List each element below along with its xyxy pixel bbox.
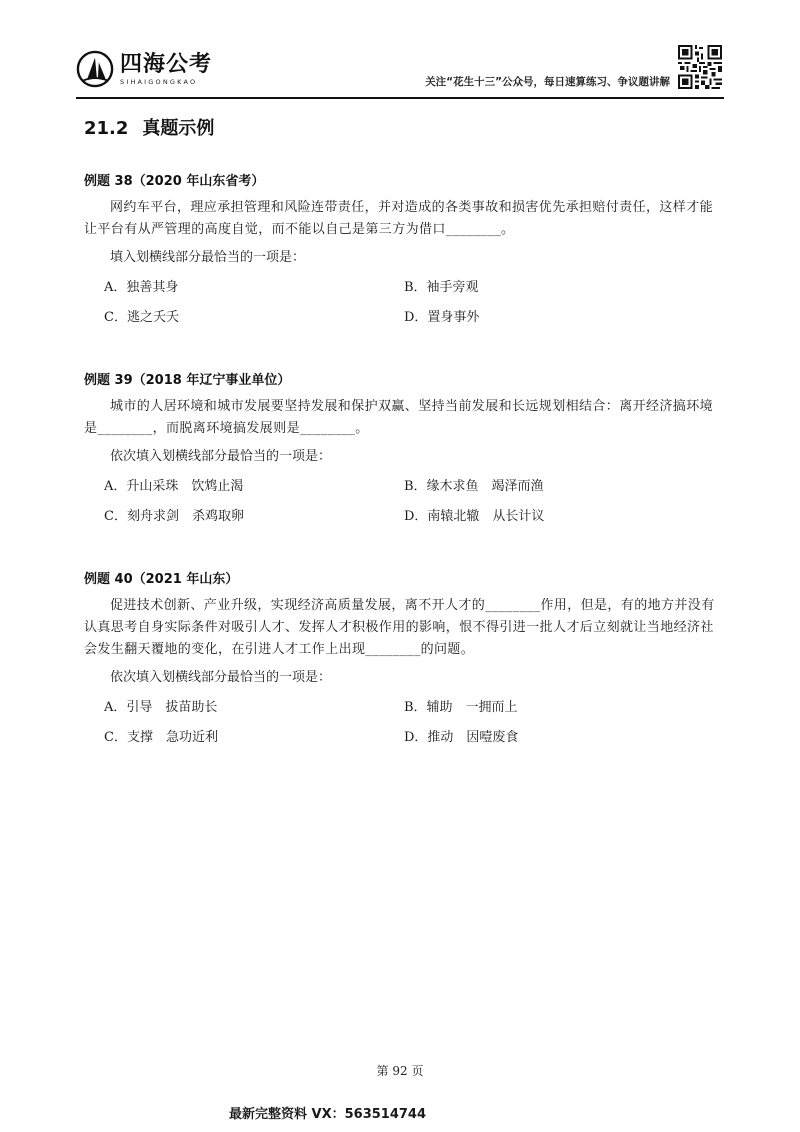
question-passage: 促进技术创新、产业升级，实现经济高质量发展，离不开人才的________作用，但是，有的地方并没有认真思考自身实际条件对吸引人才、发挥人才积极作用的影响，恨不得引进一批人才后立刻就让当地经济社会发生翻天覆地的变化，在引进人才工作上出现________的问题。 xyxy=(84,598,715,657)
option-a: A．独善其身 xyxy=(104,280,179,295)
question-prompt: 依次填入划横线部分最恰当的一项是： xyxy=(110,670,332,685)
option-a: A．升山采珠 饮鸩止渴 xyxy=(104,479,244,494)
footer-contact-note: 最新完整资料 VX：563514744 xyxy=(229,1107,427,1122)
option-d: D．推动 因噎废食 xyxy=(404,730,519,745)
question-passage: 网约车平台，理应承担管理和风险连带责任，并对造成的各类事故和损害优先承担赔付责任，这样才能让平台有从严管理的高度自觉，而不能以自己是第三方为借口________。 xyxy=(84,200,714,237)
example-question xyxy=(84,170,724,329)
option-c: C．逃之夭夭 xyxy=(104,310,179,325)
option-c: C．刻舟求剑 杀鸡取卵 xyxy=(104,509,244,524)
example-question xyxy=(84,369,724,528)
example-question xyxy=(84,568,724,749)
answer-options xyxy=(104,697,724,749)
header-slogan: 关注“花生十三”公众号，每日速算练习、争议题讲解 xyxy=(425,76,670,88)
page-number: 第 92 页 xyxy=(376,1064,424,1078)
question-passage: 城市的人居环境和城市发展要坚持发展和保护双赢、坚持当前发展和长远规划相结合：离开经济搞环境是________，而脱离环境搞发展则是________。 xyxy=(84,399,714,436)
example-title: 例题 38（2020 年山东省考） xyxy=(84,174,265,189)
sailboat-logo-icon xyxy=(76,50,114,88)
option-b: B．袖手旁观 xyxy=(404,280,479,295)
logo-chinese-text: 四海公考 xyxy=(120,51,213,77)
section-title-text: 真题示例 xyxy=(142,118,215,139)
header-divider xyxy=(76,97,724,99)
option-d: D．南辕北辙 从长计议 xyxy=(404,509,545,524)
page-header xyxy=(0,0,800,100)
document-body xyxy=(84,114,724,773)
option-a: A．引导 拔苗助长 xyxy=(104,700,218,715)
option-d: D．置身事外 xyxy=(404,310,480,325)
question-prompt: 填入划横线部分最恰当的一项是： xyxy=(110,250,306,265)
example-title: 例题 40（2021 年山东） xyxy=(84,572,239,587)
question-prompt: 依次填入划横线部分最恰当的一项是： xyxy=(110,449,332,464)
option-c: C．支撑 急功近利 xyxy=(104,730,218,745)
section-number: 21.2 xyxy=(84,118,129,139)
section-heading xyxy=(84,114,724,140)
option-b: B．缘木求鱼 竭泽而渔 xyxy=(404,479,544,494)
qr-code-icon xyxy=(678,45,722,89)
example-title: 例题 39（2018 年辽宁事业单位） xyxy=(84,373,291,388)
logo-pinyin-text: SIHAIGONGKAO xyxy=(120,77,198,86)
brand-logo xyxy=(76,50,212,88)
answer-options xyxy=(104,476,724,528)
answer-options xyxy=(104,277,724,329)
option-b: B．辅助 一拥而上 xyxy=(404,700,518,715)
